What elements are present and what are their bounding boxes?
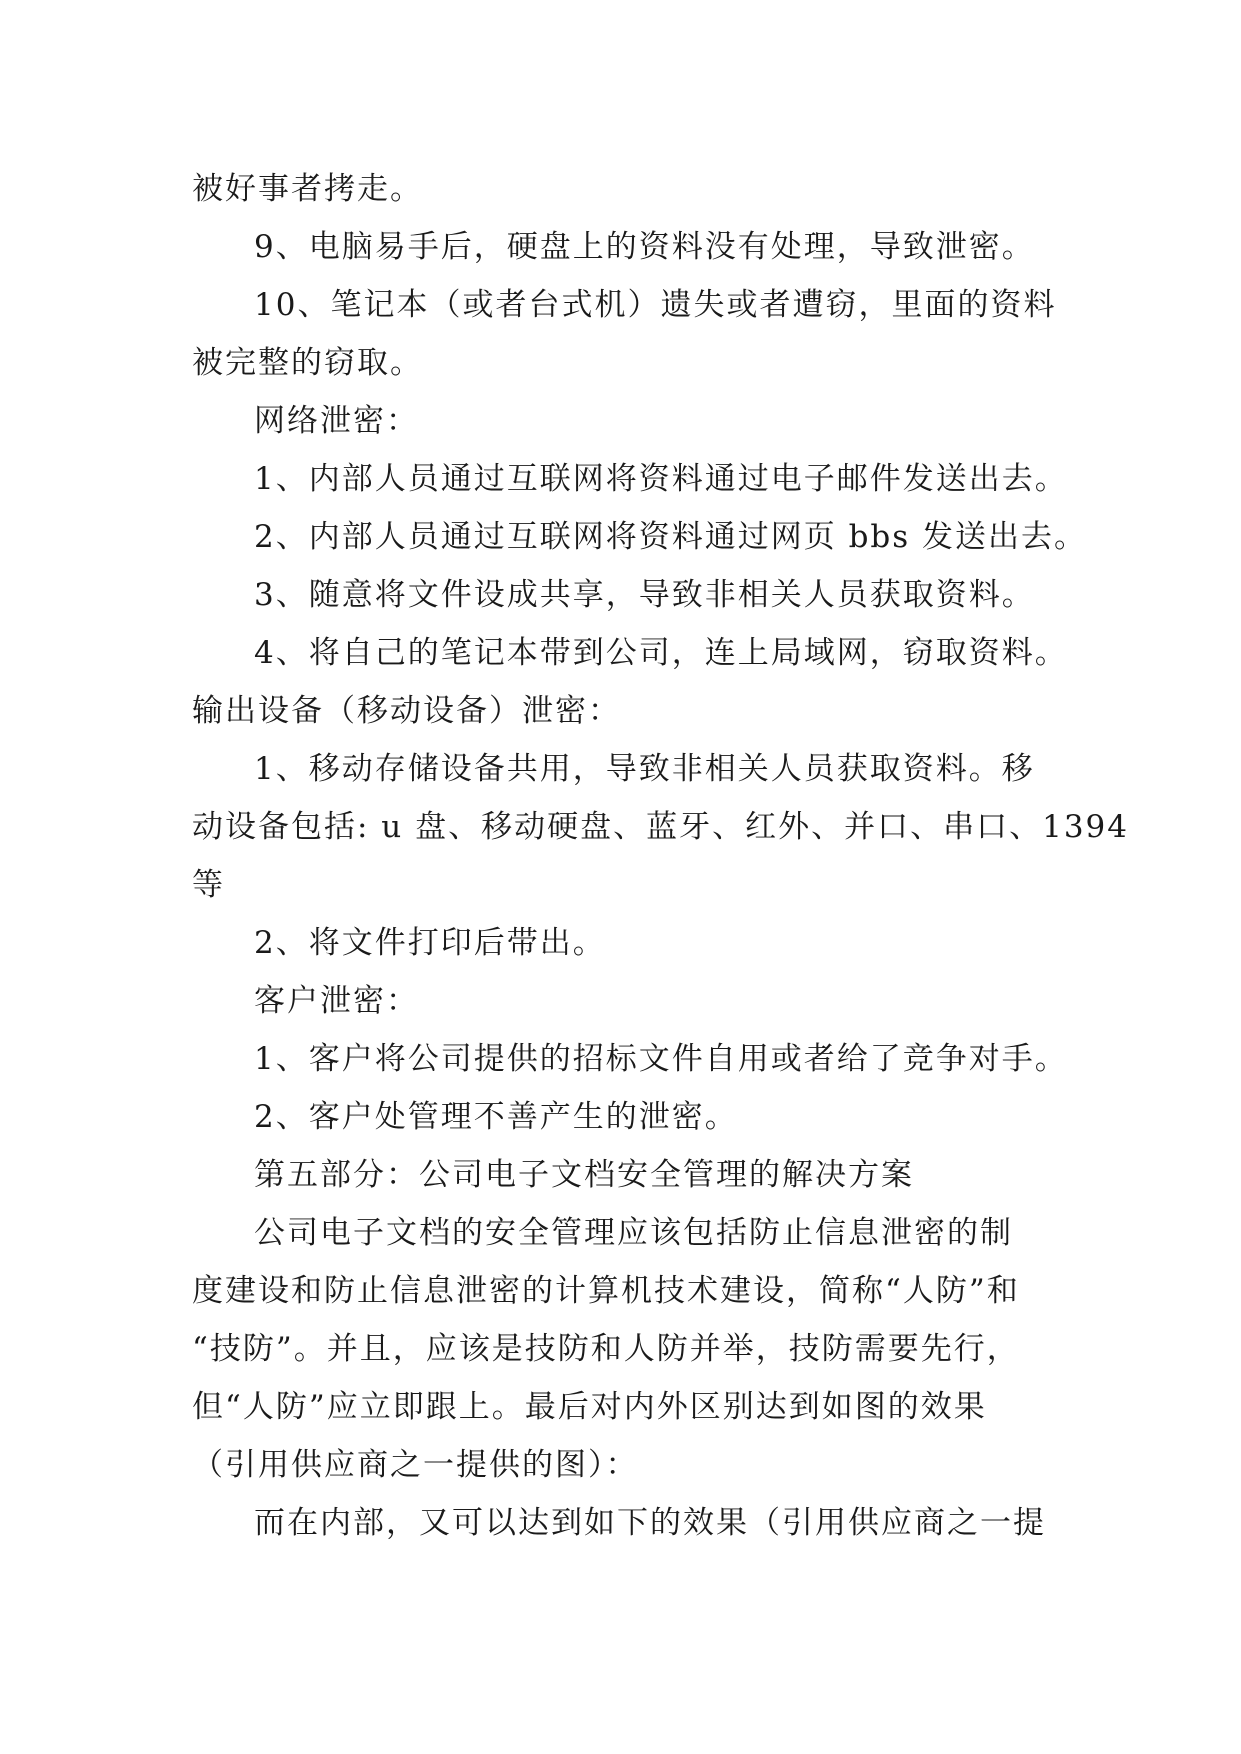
text-line: 1、客户将公司提供的招标文件自用或者给了竞争对手。: [254, 1041, 1068, 1077]
text-line: 4、将自己的笔记本带到公司，连上局域网，窃取资料。: [254, 635, 1068, 671]
text-line: 9、电脑易手后，硬盘上的资料没有处理，导致泄密。: [254, 229, 1035, 265]
text-line: 度建设和防止信息泄密的计算机技术建设，简称“人防”和: [192, 1273, 1020, 1309]
text-line: 1、内部人员通过互联网将资料通过电子邮件发送出去。: [254, 461, 1068, 497]
text-line: （引用供应商之一提供的图）：: [192, 1447, 639, 1483]
section-heading-output-device-leak: 输出设备（移动设备）泄密：: [192, 693, 621, 729]
text-line: 被好事者拷走。: [192, 171, 423, 207]
text-line: 公司电子文档的安全管理应该包括防止信息泄密的制: [254, 1215, 1013, 1251]
text-line: 而在内部，又可以达到如下的效果（引用供应商之一提: [254, 1505, 1046, 1541]
section-heading-customer-leak: 客户泄密：: [254, 983, 419, 1019]
text-line: 10、笔记本（或者台式机）遗失或者遭窃，里面的资料: [254, 287, 1057, 323]
text-line: 1、移动存储设备共用，导致非相关人员获取资料。移: [254, 751, 1035, 787]
text-line: 2、客户处管理不善产生的泄密。: [254, 1099, 738, 1135]
section-heading-part-five: 第五部分：公司电子文档安全管理的解决方案: [254, 1157, 914, 1193]
text-line: 动设备包括: u 盘、移动硬盘、蓝牙、红外、并口、串口、1394: [192, 809, 1130, 845]
text-line: “技防”。并且，应该是技防和人防并举，技防需要先行，: [192, 1331, 1020, 1367]
document-body: [192, 160, 1130, 1552]
text-line: 3、随意将文件设成共享，导致非相关人员获取资料。: [254, 577, 1035, 613]
section-heading-network-leak: 网络泄密：: [254, 403, 419, 439]
text-line: 被完整的窃取。: [192, 345, 423, 381]
text-line: 2、将文件打印后带出。: [254, 925, 606, 961]
text-line: 等: [192, 867, 225, 903]
text-line: 但“人防”应立即跟上。最后对内外区别达到如图的效果: [192, 1389, 987, 1425]
text-line: 2、内部人员通过互联网将资料通过网页 bbs 发送出去。: [254, 519, 1088, 555]
